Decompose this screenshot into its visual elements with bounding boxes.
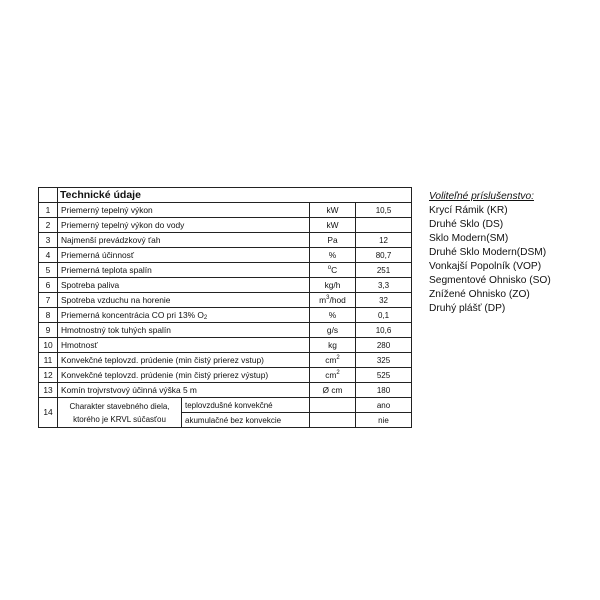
parameter-label xyxy=(58,278,310,293)
parameter-label-text: Spotreba paliva xyxy=(61,279,120,290)
parameter-label-text: Hmotnostný tok tuhých spalín xyxy=(61,324,171,335)
value-cell: nie xyxy=(356,413,412,428)
parameter-label xyxy=(58,248,310,263)
value-cell: 325 xyxy=(356,353,412,368)
table-row xyxy=(39,263,412,278)
parameter-label xyxy=(58,308,310,323)
table-row xyxy=(39,233,412,248)
table-row xyxy=(39,248,412,263)
unit-text: /hod xyxy=(329,294,346,305)
unit-text: kg xyxy=(328,339,337,350)
table-row-14a xyxy=(39,398,412,413)
parameter-label-text: Najmenší prevádzkový ťah xyxy=(61,234,161,245)
value-cell: 32 xyxy=(356,293,412,308)
parameter-label-text: Priemerný tepelný výkon xyxy=(61,204,153,215)
table-title: Technické údaje xyxy=(58,188,412,203)
parameter-label xyxy=(58,293,310,308)
table-row xyxy=(39,338,412,353)
option-label: akumulačné bez konvekcie xyxy=(182,413,310,428)
unit-cell xyxy=(310,218,356,233)
parameter-label xyxy=(58,203,310,218)
parameter-label-text: Konvekčné teplovzd. prúdenie (min čistý prierez vstup) xyxy=(61,354,264,365)
parameter-label-text: Hmotnosť xyxy=(61,339,98,350)
accessory-item: Druhé Sklo Modern(DSM) xyxy=(429,247,547,258)
option-label: teplovzdušné konvekčné xyxy=(182,398,310,413)
table-row xyxy=(39,218,412,233)
value-cell: 280 xyxy=(356,338,412,353)
building-character-label xyxy=(58,398,182,428)
value-cell: ano xyxy=(356,398,412,413)
parameter-label-text: Spotreba vzduchu na horenie xyxy=(61,294,171,305)
parameter-label xyxy=(58,383,310,398)
unit-text: C xyxy=(331,264,338,275)
row-number: 14 xyxy=(39,398,58,428)
table-row xyxy=(39,293,412,308)
building-character-line2: ktorého je KRVL súčasťou xyxy=(73,414,166,424)
unit-superscript: o xyxy=(327,264,332,271)
value-cell: 12 xyxy=(356,233,412,248)
unit-cell xyxy=(310,308,356,323)
parameter-label-text: Priemerná účinnosť xyxy=(61,249,134,260)
row-number: 3 xyxy=(39,233,58,248)
parameter-label xyxy=(58,218,310,233)
building-character-line1: Charakter stavebného diela, xyxy=(69,401,170,411)
parameter-label xyxy=(58,233,310,248)
unit-cell xyxy=(310,338,356,353)
accessory-item: Krycí Rámik (KR) xyxy=(429,205,508,216)
row-number: 2 xyxy=(39,218,58,233)
table-row xyxy=(39,323,412,338)
unit-text: % xyxy=(328,309,337,320)
unit-prefix: m xyxy=(319,294,327,305)
unit-cell xyxy=(310,353,356,368)
table-row xyxy=(39,203,412,218)
technical-data-table xyxy=(38,187,412,428)
row-number: 8 xyxy=(39,308,58,323)
value-cell: 180 xyxy=(356,383,412,398)
accessory-item: Druhé Sklo (DS) xyxy=(429,219,504,230)
option-unit-cell xyxy=(310,398,356,413)
unit-cell xyxy=(310,278,356,293)
accessories-list xyxy=(429,204,551,316)
parameter-label-text: Priemerný tepelný výkon do vody xyxy=(61,219,185,230)
parameter-label xyxy=(58,353,310,368)
value-cell: 525 xyxy=(356,368,412,383)
value-cell: 251 xyxy=(356,263,412,278)
unit-text: cm xyxy=(325,354,337,365)
value-cell xyxy=(356,218,412,233)
title-number-cell xyxy=(39,188,58,203)
unit-superscript: 2 xyxy=(336,369,340,376)
unit-text: g/s xyxy=(326,324,339,335)
value-cell: 10,5 xyxy=(356,203,412,218)
table-row xyxy=(39,278,412,293)
accessory-item: Vonkajší Popolník (VOP) xyxy=(429,261,542,272)
parameter-label xyxy=(58,368,310,383)
parameter-label-text: Priemerná koncentrácia CO pri 13% O xyxy=(61,309,204,320)
unit-superscript: 3 xyxy=(326,294,330,301)
unit-cell xyxy=(310,368,356,383)
row-number: 9 xyxy=(39,323,58,338)
unit-text: kg/h xyxy=(324,279,341,290)
unit-cell xyxy=(310,203,356,218)
parameter-label xyxy=(58,323,310,338)
unit-text: kW xyxy=(326,204,339,215)
value-cell: 3,3 xyxy=(356,278,412,293)
row-number: 5 xyxy=(39,263,58,278)
option-unit-cell xyxy=(310,413,356,428)
accessory-item: Sklo Modern(SM) xyxy=(429,233,509,244)
unit-cell xyxy=(310,233,356,248)
unit-superscript: 2 xyxy=(336,354,340,361)
unit-cell xyxy=(310,323,356,338)
unit-cell xyxy=(310,248,356,263)
row-number: 10 xyxy=(39,338,58,353)
accessory-item: Znížené Ohnisko (ZO) xyxy=(429,289,530,300)
unit-text: kW xyxy=(326,219,339,230)
unit-text: Ø cm xyxy=(322,384,343,395)
table-row xyxy=(39,353,412,368)
table-title-row xyxy=(39,188,412,203)
value-cell: 10,6 xyxy=(356,323,412,338)
parameter-label-text: Komín trojvrstvový účinná výška 5 m xyxy=(61,384,197,395)
table-row xyxy=(39,368,412,383)
table-row xyxy=(39,308,412,323)
accessory-item: Segmentové Ohnisko (SO) xyxy=(429,275,551,286)
parameter-label-text: Konvekčné teplovzd. prúdenie (min čistý prierez výstup) xyxy=(61,369,269,380)
row-number: 13 xyxy=(39,383,58,398)
unit-cell xyxy=(310,293,356,308)
row-number: 11 xyxy=(39,353,58,368)
value-cell: 80,7 xyxy=(356,248,412,263)
value-cell: 0,1 xyxy=(356,308,412,323)
unit-text: cm xyxy=(325,369,337,380)
row-number: 12 xyxy=(39,368,58,383)
parameter-label-text: Priemerná teplota spalín xyxy=(61,264,152,275)
label-subscript: 2 xyxy=(203,314,208,321)
unit-cell xyxy=(310,383,356,398)
row-number: 4 xyxy=(39,248,58,263)
optional-accessories xyxy=(429,190,551,316)
unit-cell xyxy=(310,263,356,278)
accessories-title: Voliteľné príslušenstvo: xyxy=(429,191,534,202)
accessory-item: Druhý plášť (DP) xyxy=(429,303,506,314)
parameter-label xyxy=(58,263,310,278)
table-row xyxy=(39,383,412,398)
unit-text: % xyxy=(328,249,337,260)
row-number: 7 xyxy=(39,293,58,308)
unit-text: Pa xyxy=(327,234,338,245)
row-number: 6 xyxy=(39,278,58,293)
row-number: 1 xyxy=(39,203,58,218)
parameter-label xyxy=(58,338,310,353)
